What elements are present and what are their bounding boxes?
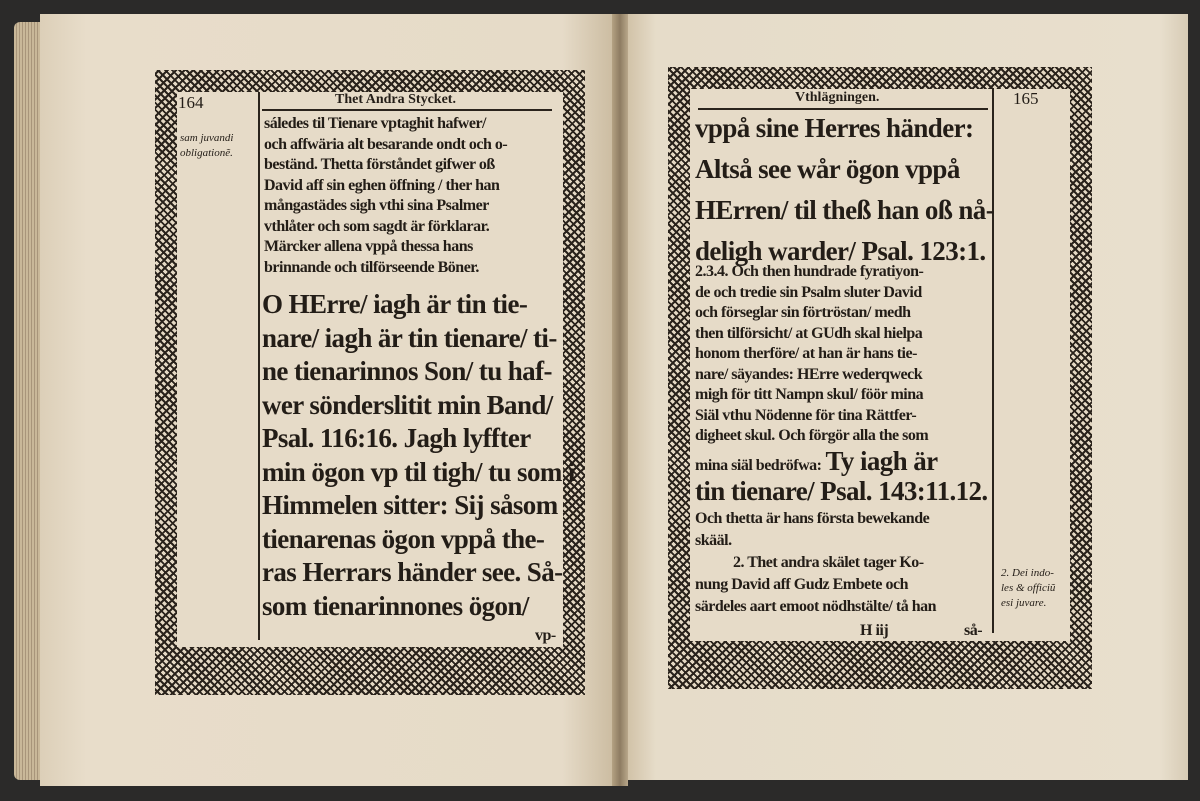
body-text-small: sáledes til Tienare vptaghit hafwer/ och affwäria alt besarande ondt och o- beständ. Thetta förståndet gifwer oß David aff sin eghen öffning / ther han mångastädes sigh vthi sina Psalmer vthlåter och som sagdt är förklarar. Märcker allena vppå thessa hans brinnande och tilförseende Böner. — [264, 115, 508, 276]
page-number: 164 — [178, 93, 204, 112]
body-text-small: 2.3.4. Och then hundrade fyratiyon- de och tredie sin Psalm sluter David och förseglar sin förtröstan/ medh then tilförsicht/ at GUdh skal hielpa honom therföre/ at han är hans tie- nare/ säyandes: HErre wederqweck migh för titt Nampn skul/ föör mina Siäl vthu Nödenne för tina Rättfer- digheet skul. Och förgör alla the som — [695, 263, 929, 444]
margin-rule — [258, 92, 260, 640]
marginal-note: 2. Dei indo- les & officiũ esi juvare. — [1001, 567, 1056, 609]
body-text-mixed-line: mina siäl bedröfwa: Ty iagh är — [695, 446, 938, 476]
header-rule — [262, 109, 552, 111]
signature-mark: H iij — [860, 622, 889, 639]
page-number: 165 — [1013, 89, 1039, 108]
marginal-note: sam juvandi obligationẽ. — [180, 132, 234, 159]
catchword: så- — [964, 622, 983, 639]
body-text-large: vppå sine Herres händer: Altså see wår ögon vppå HErren/ til theß han oß nå- deligh warder/ Psal. 123:1. — [695, 113, 995, 266]
running-head: Thet Andra Stycket. — [335, 92, 456, 107]
book-gutter — [612, 14, 628, 786]
running-head: Vthlägningen. — [795, 90, 880, 105]
body-text-small: Och thetta är hans första bewekande skääl. 2. Thet andra skälet tager Ko- nung David aff Gudz Embete och särdeles aart emoot nödhstälte/ tå han — [695, 510, 936, 615]
catchword: vp- — [535, 627, 556, 644]
body-text-large: O HErre/ iagh är tin tie- nare/ iagh är tin tienare/ ti- ne tienarinnos Son/ tu haf- wer sönderslitit min Band/ Psal. 116:16. Jagh lyffter min ögon vp til tigh/ tu som i Himmelen sitter: Sij såsom tienarenas ögon vppå the- ras Herrars händer see. Så- som tienarinnones ögon/ — [262, 289, 575, 621]
body-text-large: tin tienare/ Psal. 143:11.12. — [695, 476, 988, 506]
